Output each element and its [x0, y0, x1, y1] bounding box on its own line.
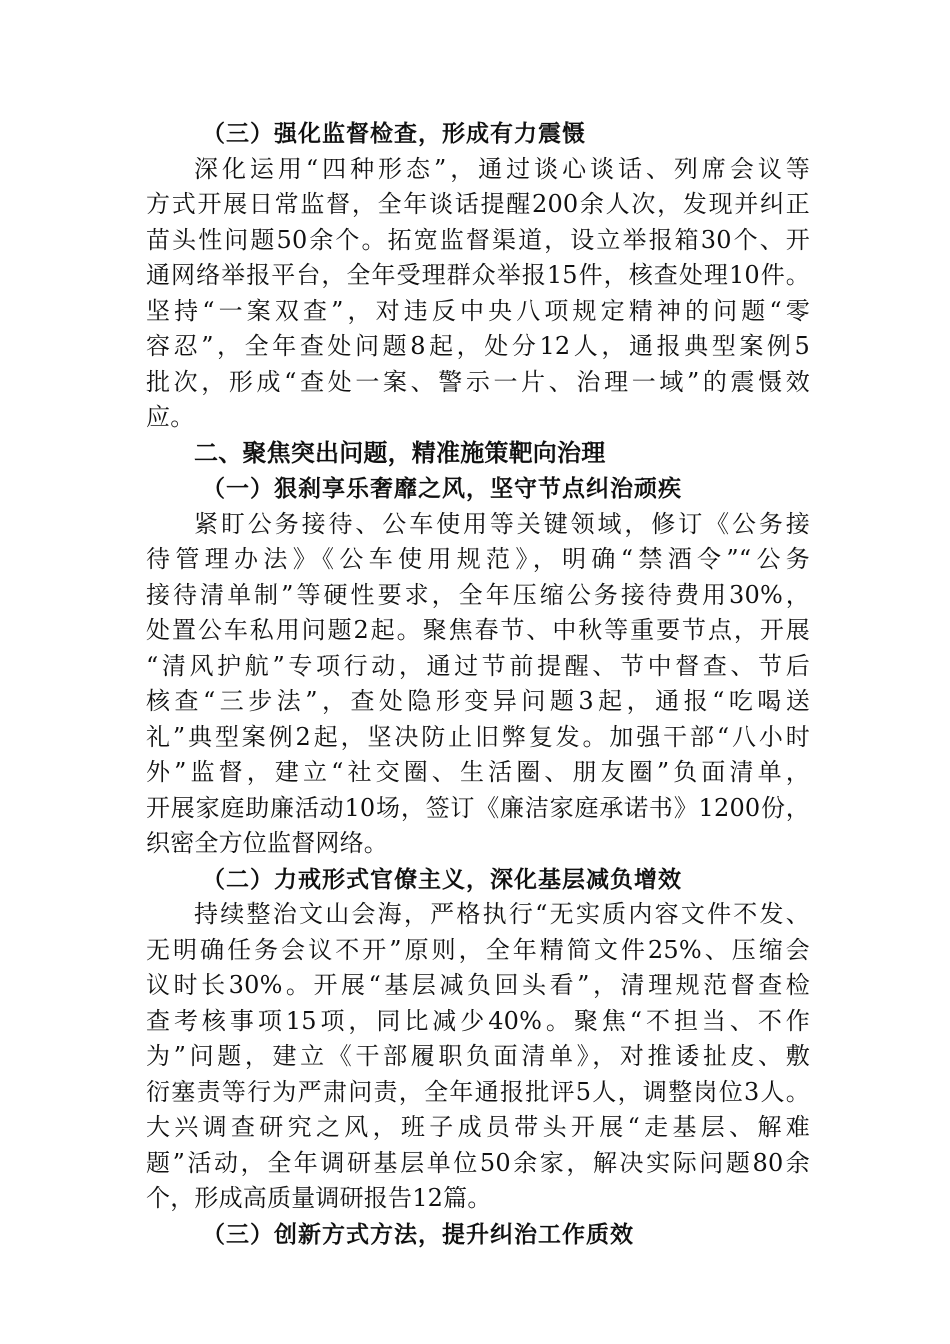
section-heading: 二、聚焦突出问题，精准施策靶向治理: [194, 438, 606, 467]
body-line: 容忍”，全年查处问题8起，处分12人，通报典型案例5: [146, 332, 810, 360]
body-line: 外”监督，建立“社交圈、生活圈、朋友圈”负面清单，: [146, 758, 810, 786]
body-line: 题”活动，全年调研基层单位50余家，解决实际问题80余: [146, 1148, 810, 1177]
document-body: [146, 116, 810, 1252]
paragraph-first-line: 深化运用“四种形态”，通过谈心谈话、列席会议等: [194, 154, 810, 183]
body-line: 个，形成高质量调研报告12篇。: [146, 1184, 492, 1212]
body-line: 织密全方位监督网络。: [146, 829, 388, 857]
body-line: 苗头性问题50余个。拓宽监督渠道，设立举报箱30个、开: [146, 225, 810, 254]
body-line: 礼”典型案例2起，坚决防止旧弊复发。加强干部“八小时: [146, 722, 810, 751]
body-line: 大兴调查研究之风，班子成员带头开展“走基层、解难: [146, 1113, 810, 1141]
body-line: 应。: [146, 403, 195, 431]
subsection-heading: （二）力戒形式官僚主义，深化基层减负增效: [202, 865, 682, 893]
body-line: 开展家庭助廉活动10场，签订《廉洁家庭承诺书》1200份，: [146, 793, 810, 822]
body-line: 待管理办法》《公车使用规范》，明确“禁酒令”“公务: [146, 545, 810, 573]
subsection-heading: （三）强化监督检查，形成有力震慑: [202, 120, 586, 147]
body-line: 接待清单制”等硬性要求，全年压缩公务接待费用30%，: [146, 580, 810, 609]
body-line: 核查“三步法”，查处隐形变异问题3起，通报“吃喝送: [146, 687, 810, 715]
body-line: 坚持“一案双查”，对违反中央八项规定精神的问题“零: [146, 296, 810, 325]
body-line: 通网络举报平台，全年受理群众举报15件，核查处理10件。: [146, 261, 810, 289]
body-line: 批次，形成“查处一案、警示一片、治理一域”的震慑效: [146, 367, 810, 396]
body-line: 查考核事项15项，同比减少40%。聚焦“不担当、不作: [146, 1006, 810, 1035]
paragraph-first-line: 持续整治文山会海，严格执行“无实质内容文件不发、: [194, 900, 810, 928]
body-line: “清风护航”专项行动，通过节前提醒、节中督查、节后: [146, 651, 810, 680]
body-line: 无明确任务会议不开”原则，全年精简文件25%、压缩会: [146, 935, 810, 964]
subsection-heading: （一）狠刹享乐奢靡之风，坚守节点纠治顽疾: [202, 475, 682, 502]
body-line: 衍塞责等行为严肃问责，全年通报批评5人，调整岗位3人。: [146, 1077, 810, 1106]
body-line: 议时长30%。开展“基层减负回头看”，清理规范督查检: [146, 971, 810, 999]
subsection-heading: （三）创新方式方法，提升纠治工作质效: [202, 1220, 634, 1248]
body-line: 处置公车私用问题2起。聚焦春节、中秋等重要节点，开展: [146, 616, 810, 644]
body-line: 方式开展日常监督，全年谈话提醒200余人次，发现并纠正: [146, 190, 810, 218]
paragraph-first-line: 紧盯公务接待、公车使用等关键领域，修订《公务接: [194, 509, 810, 538]
body-line: 为”问题，建立《干部履职负面清单》，对推诿扯皮、敷: [146, 1042, 810, 1070]
